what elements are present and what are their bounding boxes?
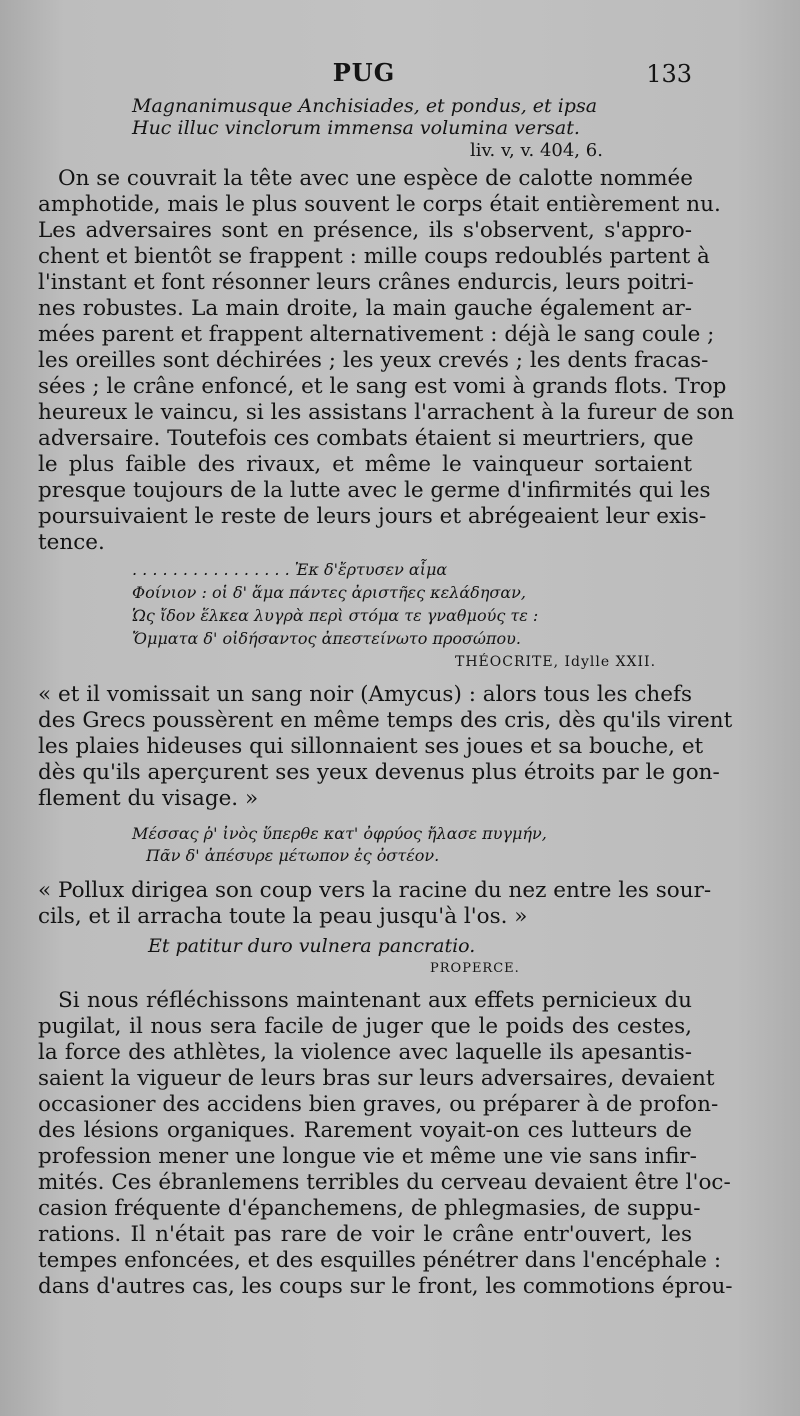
paragraph-line: tence. [38,530,105,555]
page-header [36,58,692,94]
latin-verse-line: Magnanimusque Anchisiades, et pondus, et ipsa [132,95,598,117]
greek-verse-line: . . . . . . . . . . . . . . . . Ἐκ δ'ἔρτυσεν αἷμα [132,560,448,579]
paragraph-line: profession mener une longue vie et même une vie sans infir- [38,1144,697,1169]
paragraph-line: des Grecs poussèrent en même temps des cris, dès qu'ils virent [38,708,733,733]
quote-attribution: PROPERCE. [430,961,520,976]
paragraph-line: Les adversaires sont en présence, ils s'observent, s'appro- [38,218,692,243]
greek-verse-line: Πᾶν δ' ἀπέσυρε μέτωπον ἐς ὀστέον. [146,846,440,865]
running-head: PUG [332,58,396,87]
greek-verse-line: Φοίνιον : οἱ δ' ἅμα πάντες ἀριστῆες κελάδησαν, [132,583,526,602]
paragraph-line: chent et bientôt se frappent : mille coups redoublés partent à [38,244,710,269]
paragraph-line: saient la vigueur de leurs bras sur leurs adversaires, devaient [38,1066,715,1091]
paragraph-line: poursuivaient le reste de leurs jours et abrégeaient leur exis- [38,504,707,529]
paragraph-line: mités. Ces ébranlemens terribles du cerveau devaient être l'oc- [38,1170,731,1195]
paragraph-line: Si nous réfléchissons maintenant aux effets pernicieux du [58,988,692,1013]
paragraph-line: adversaire. Toutefois ces combats étaient si meurtriers, que [38,426,694,451]
paragraph-line: occasioner des accidens bien graves, ou préparer à de profon- [38,1092,719,1117]
paragraph-line: rations. Il n'était pas rare de voir le crâne entr'ouvert, les [38,1222,692,1247]
paragraph-line: les plaies hideuses qui sillonnaient ses joues et sa bouche, et [38,734,704,759]
paragraph-line: l'instant et font résonner leurs crânes endurcis, leurs poitri- [38,270,694,295]
greek-verse-line: Μέσσας ῥ' ἰνὸς ὕπερθε κατ' ὀφρύος ἤλασε πυγμήν, [132,824,547,843]
paragraph-line: presque toujours de la lutte avec le germe d'infirmités qui les [38,478,711,503]
verse-reference: liv. v, v. 404, 6. [470,140,603,161]
paragraph-line: pugilat, il nous sera facile de juger que le poids des cestes, [38,1014,692,1039]
paragraph-line: mées parent et frappent alternativement : déjà le sang coule ; [38,322,715,347]
greek-verse-line: Ὄμματα δ' οἰδήσαντος ἀπεστείνωτο προσώπου. [132,629,521,648]
paragraph-line: les oreilles sont déchirées ; les yeux crevés ; les dents fracas- [38,348,709,373]
paragraph-line: nes robustes. La main droite, la main gauche également ar- [38,296,692,321]
latin-verse-line: Huc illuc vinclorum immensa volumina versat. [132,117,580,139]
paragraph-line: dès qu'ils aperçurent ses yeux devenus plus étroits par le gon- [38,760,720,785]
paragraph-line: « et il vomissait un sang noir (Amycus) : alors tous les chefs [38,682,692,707]
paragraph-line: des lésions organiques. Rarement voyait-on ces lutteurs de [38,1118,692,1143]
page-number: 133 [646,60,692,88]
paragraph-line: flement du visage. » [38,786,259,811]
paragraph-line: tempes enfoncées, et des esquilles pénétrer dans l'encéphale : [38,1248,722,1273]
paragraph-line: « Pollux dirigea son coup vers la racine du nez entre les sour- [38,878,712,903]
paragraph-line: sées ; le crâne enfoncé, et le sang est vomi à grands flots. Trop [38,374,727,399]
paragraph-line: cils, et il arracha toute la peau jusqu'à l'os. » [38,904,528,929]
paragraph-line: On se couvrait la tête avec une espèce de calotte nommée [58,166,693,191]
paragraph-line: amphotide, mais le plus souvent le corps était entièrement nu. [38,192,721,217]
latin-verse-line: Et patitur duro vulnera pancratio. [148,935,476,957]
paragraph-line: la force des athlètes, la violence avec laquelle ils apesantis- [38,1040,692,1065]
paragraph-line: heureux le vaincu, si les assistans l'arrachent à la fureur de son [38,400,735,425]
paragraph-line: le plus faible des rivaux, et même le vainqueur sortaient [38,452,692,477]
paragraph-line: casion fréquente d'épanchemens, de phlegmasies, de suppu- [38,1196,701,1221]
quote-attribution: THÉOCRITE, Idylle XXII. [455,654,657,670]
paragraph-line: dans d'autres cas, les coups sur le front, les commotions éprou- [38,1274,733,1299]
greek-verse-line: Ὡς ἴδον ἕλκεα λυγρὰ περὶ στόμα τε γναθμούς τε : [132,606,539,625]
